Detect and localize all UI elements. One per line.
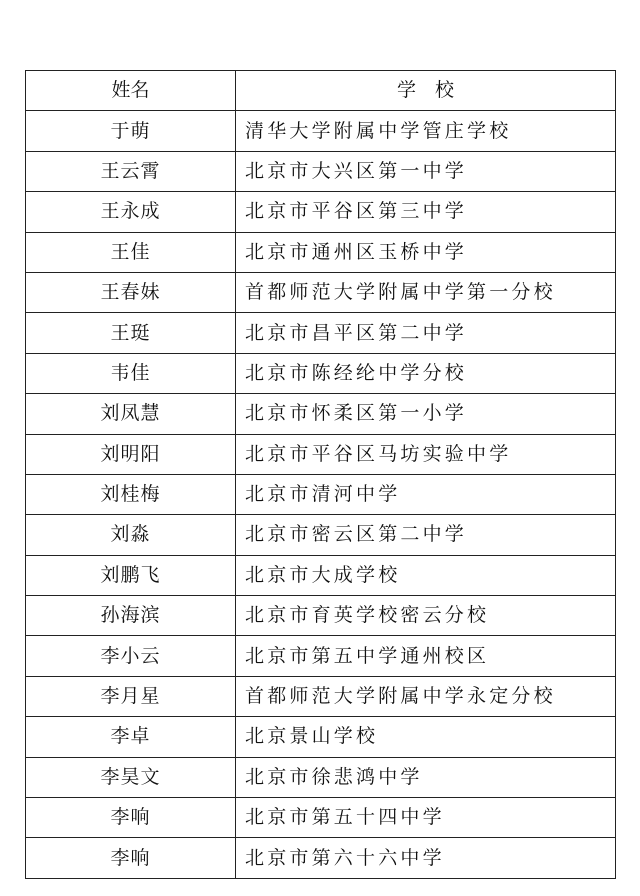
cell-school: 北京市第五十四中学 (236, 798, 616, 838)
cell-name: 王珽 (26, 313, 236, 353)
table-row (26, 272, 616, 312)
table-row (26, 515, 616, 555)
cell-name: 刘淼 (26, 515, 236, 555)
cell-school: 首都师范大学附属中学永定分校 (236, 676, 616, 716)
table-row (26, 111, 616, 151)
cell-name: 李卓 (26, 717, 236, 757)
header-school: 学 校 (236, 71, 616, 111)
table-row (26, 313, 616, 353)
table-row (26, 353, 616, 393)
cell-name: 李响 (26, 798, 236, 838)
cell-school: 北京市清河中学 (236, 474, 616, 514)
table-row (26, 151, 616, 191)
cell-school: 北京市通州区玉桥中学 (236, 232, 616, 272)
cell-school: 北京市育英学校密云分校 (236, 596, 616, 636)
table-row (26, 474, 616, 514)
cell-school: 北京市怀柔区第一小学 (236, 394, 616, 434)
table-row (26, 434, 616, 474)
cell-name: 韦佳 (26, 353, 236, 393)
header-name: 姓名 (26, 71, 236, 111)
cell-name: 刘明阳 (26, 434, 236, 474)
cell-school: 北京市大兴区第一中学 (236, 151, 616, 191)
table-row (26, 757, 616, 797)
table-row (26, 676, 616, 716)
table-row (26, 717, 616, 757)
cell-name: 李昊文 (26, 757, 236, 797)
table-row (26, 838, 616, 878)
table-row (26, 394, 616, 434)
table-row (26, 232, 616, 272)
cell-name: 刘桂梅 (26, 474, 236, 514)
cell-name: 孙海滨 (26, 596, 236, 636)
table-row (26, 636, 616, 676)
cell-school: 北京市第五中学通州校区 (236, 636, 616, 676)
cell-school: 北京市第六十六中学 (236, 838, 616, 878)
table-row (26, 192, 616, 232)
roster-table (25, 70, 616, 879)
cell-name: 李小云 (26, 636, 236, 676)
cell-name: 王春妹 (26, 272, 236, 312)
cell-name: 于萌 (26, 111, 236, 151)
cell-school: 北京市昌平区第二中学 (236, 313, 616, 353)
cell-name: 王永成 (26, 192, 236, 232)
cell-school: 北京市平谷区马坊实验中学 (236, 434, 616, 474)
cell-school: 北京市徐悲鸿中学 (236, 757, 616, 797)
table-row (26, 555, 616, 595)
cell-name: 王云霄 (26, 151, 236, 191)
cell-school: 北京景山学校 (236, 717, 616, 757)
cell-name: 刘鹏飞 (26, 555, 236, 595)
cell-school: 北京市平谷区第三中学 (236, 192, 616, 232)
cell-name: 刘凤慧 (26, 394, 236, 434)
cell-school: 清华大学附属中学管庄学校 (236, 111, 616, 151)
table-row (26, 596, 616, 636)
roster-table-container (25, 70, 615, 879)
cell-school: 北京市密云区第二中学 (236, 515, 616, 555)
cell-school: 北京市大成学校 (236, 555, 616, 595)
table-header-row (26, 71, 616, 111)
cell-name: 李月星 (26, 676, 236, 716)
cell-name: 李响 (26, 838, 236, 878)
table-row (26, 798, 616, 838)
cell-school: 北京市陈经纶中学分校 (236, 353, 616, 393)
cell-name: 王佳 (26, 232, 236, 272)
cell-school: 首都师范大学附属中学第一分校 (236, 272, 616, 312)
